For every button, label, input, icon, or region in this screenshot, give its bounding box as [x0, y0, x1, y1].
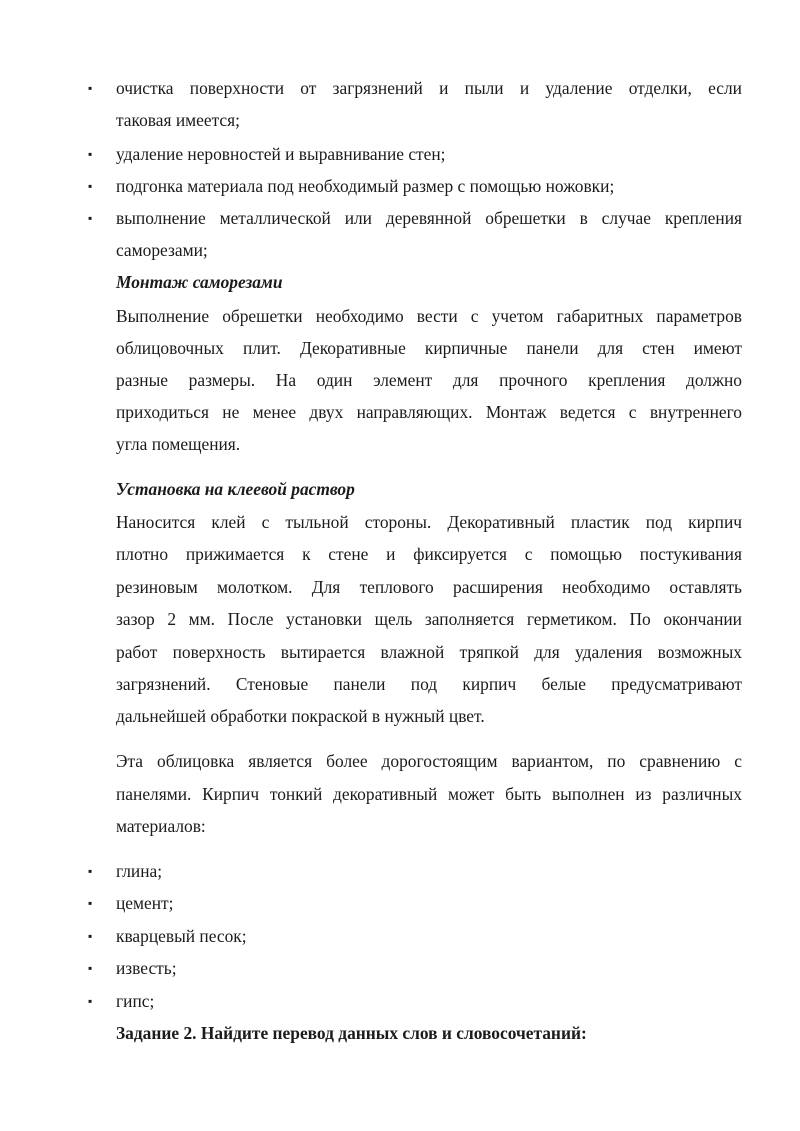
- paragraph-line: работ поверхность вытирается влажной тряпкой для удаления возможных: [116, 642, 742, 662]
- list-item-line: удаление неровностей и выравнивание стен;: [116, 144, 446, 164]
- paragraph-line: загрязнений. Стеновые панели под кирпич белые предусматривают: [116, 674, 742, 694]
- paragraph-line: угла помещения.: [116, 434, 241, 454]
- paragraph-line: Эта облицовка является более дорогостоящим вариантом, по сравнению с: [116, 751, 742, 771]
- task-heading: Задание 2. Найдите перевод данных слов и словосочетаний:: [116, 1023, 587, 1043]
- paragraph-line: плотно прижимается к стене и фиксируется с помощью постукивания: [116, 544, 742, 564]
- list-item: цемент;: [116, 893, 174, 913]
- bullet-marker: ▪: [88, 961, 93, 975]
- list-item: гипс;: [116, 991, 155, 1011]
- list-item-line: подгонка материала под необходимый размер с помощью ножовки;: [116, 176, 615, 196]
- bullet-marker: ▪: [88, 179, 93, 193]
- bullet-marker: ▪: [88, 81, 93, 95]
- list-item: известь;: [116, 958, 177, 978]
- list-item-line: саморезами;: [116, 240, 208, 260]
- bullet-marker: ▪: [88, 147, 93, 161]
- paragraph-line: панелями. Кирпич тонкий декоративный может быть выполнен из различных: [116, 784, 742, 804]
- bullet-marker: ▪: [88, 211, 93, 225]
- list-item-line: очистка поверхности от загрязнений и пыли и удаление отделки, если: [116, 78, 742, 98]
- paragraph-line: зазор 2 мм. После установки щель заполняется герметиком. По окончании: [116, 609, 742, 629]
- bullet-marker: ▪: [88, 994, 93, 1008]
- paragraph-line: Выполнение обрешетки необходимо вести с учетом габаритных параметров: [116, 306, 742, 326]
- bullet-marker: ▪: [88, 896, 93, 910]
- section-heading: Установка на клеевой раствор: [116, 479, 355, 499]
- paragraph-line: облицовочных плит. Декоративные кирпичные панели для стен имеют: [116, 338, 742, 358]
- paragraph-line: материалов:: [116, 816, 206, 836]
- bullet-marker: ▪: [88, 864, 93, 878]
- paragraph-line: Наносится клей с тыльной стороны. Декоративный пластик под кирпич: [116, 512, 742, 532]
- list-item-line: таковая имеется;: [116, 110, 240, 130]
- paragraph-line: приходиться не менее двух направляющих. Монтаж ведется с внутреннего: [116, 402, 742, 422]
- paragraph-line: резиновым молотком. Для теплового расширения необходимо оставлять: [116, 577, 742, 597]
- list-item: глина;: [116, 861, 163, 881]
- section-heading: Монтаж саморезами: [116, 272, 283, 292]
- paragraph-line: разные размеры. На один элемент для прочного крепления должно: [116, 370, 742, 390]
- paragraph-line: дальнейшей обработки покраской в нужный цвет.: [116, 706, 485, 726]
- list-item-line: выполнение металлической или деревянной обрешетки в случае крепления: [116, 208, 742, 228]
- bullet-marker: ▪: [88, 929, 93, 943]
- list-item: кварцевый песок;: [116, 926, 247, 946]
